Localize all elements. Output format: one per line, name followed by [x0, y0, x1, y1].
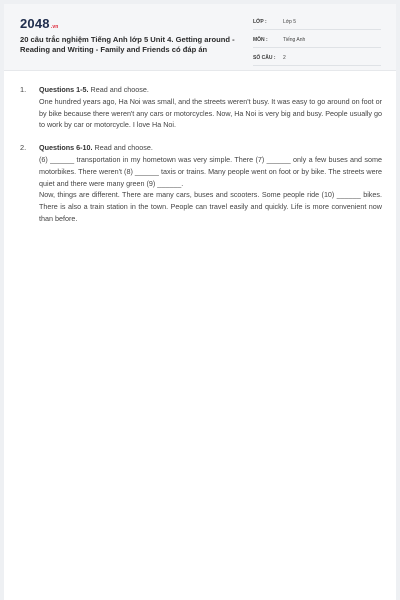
question-body [39, 142, 382, 225]
question-number: 1. [20, 85, 27, 94]
logo-domain-text: .vn [50, 24, 59, 30]
logo-main-text: 2048 [20, 16, 50, 31]
meta-row-subject [253, 33, 381, 48]
meta-label-question-count: SỐ CÂU : [253, 55, 276, 61]
question-passage: Now, things are different. There are many cars, buses and scooters. Some people ride (10) ______ bikes. There is also a train station in the town. People can travel easily and quickly. Life is more convenient now than before. [39, 190, 382, 223]
question-instruction: Read and choose. [88, 85, 149, 94]
question-heading-line [39, 84, 382, 96]
document-page [4, 4, 396, 600]
document-meta [253, 15, 381, 69]
meta-label-subject: MÔN : [253, 37, 268, 43]
questions-list [20, 84, 382, 236]
meta-row-question-count [253, 51, 381, 66]
question-instruction: Read and choose. [92, 143, 153, 153]
question-passage: One hundred years ago, Ha Noi was small, and the streets weren't busy. It was easy to go around on foot or by bike because there weren't any cars or motorcycles. Now, Ha Noi is very big and busy. People usually go to work by car or motorcycle. I love Ha Noi. [39, 96, 382, 130]
site-logo[interactable] [20, 16, 59, 31]
document-header [4, 4, 396, 71]
question-item [20, 142, 382, 225]
meta-value-class: Lớp 5 [283, 19, 297, 25]
meta-value-subject: Tiếng Anh [283, 37, 306, 43]
question-number: 2. [20, 143, 27, 153]
question-heading: Questions 1-5. [39, 85, 89, 94]
question-heading-line [39, 142, 382, 154]
question-item [20, 84, 382, 131]
meta-label-class: LỚP : [253, 19, 267, 25]
document-title: 20 câu trắc nghiệm Tiếng Anh lớp 5 Unit 4. Getting around - Reading and Writing - Family and Friends có đáp án [20, 35, 235, 54]
question-heading: Questions 6-10. [39, 143, 93, 153]
question-body [39, 84, 382, 131]
meta-row-class [253, 15, 381, 30]
question-passage: (6) ______ transportation in my hometown was very simple. There (7) ______ only a few buses and some motorbikes. There weren't (8) ______ taxis or trains. Many people went on foot or by bike. The streets were quiet and there were many green (9) ______. [39, 154, 382, 188]
meta-value-question-count: 2 [283, 55, 286, 61]
